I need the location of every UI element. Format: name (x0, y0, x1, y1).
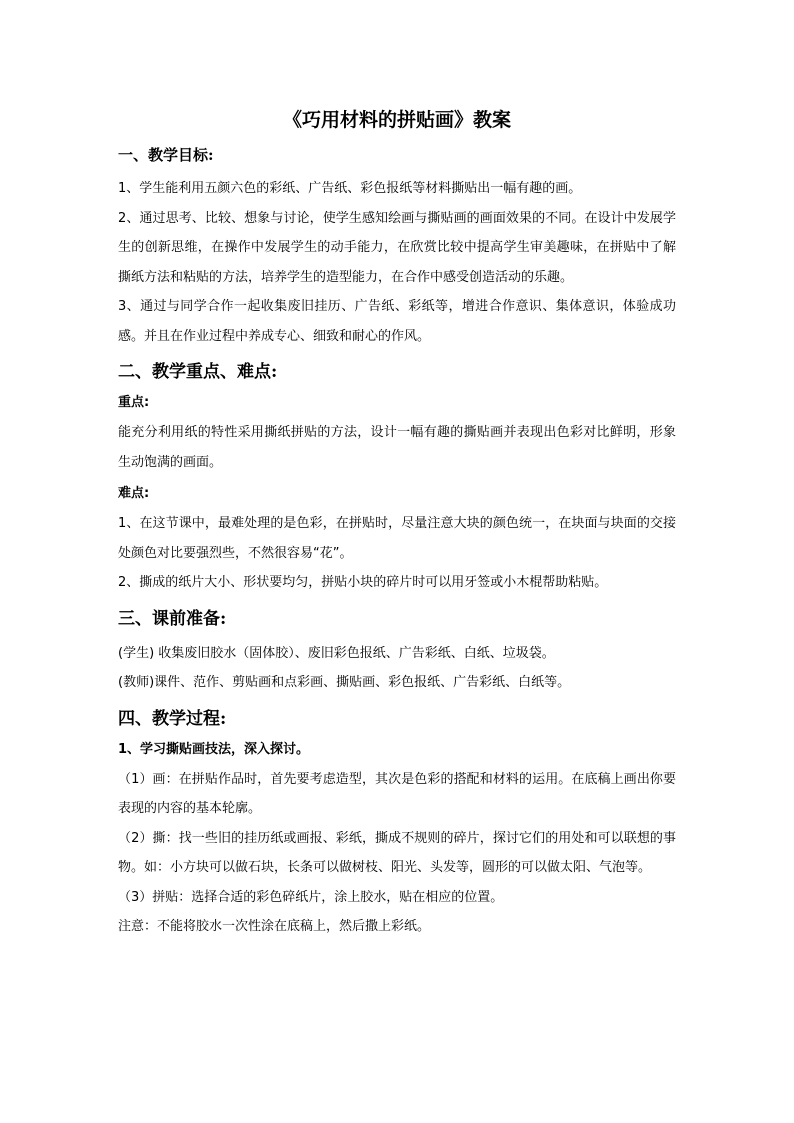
difficult-point-paragraph-2: 2、撕成的纸片大小、形状要均匀，拼贴小块的碎片时可以用牙签或小木棍帮助粘贴。 (118, 575, 608, 590)
difficult-point-paragraph-1: 1、在这节课中，最难处理的是色彩，在拼贴时，尽量注意大块的颜色统一，在块面与块面的交接处颜色对比要强烈些，不然很容易“花”。 (118, 516, 676, 561)
section-heading-preparation: 三、课前准备: (118, 608, 227, 629)
process-paragraph-draw: （1）画：在拼贴作品时，首先要考虑造型，其次是色彩的搭配和材料的运用。在底稿上画出你要表现的内容的基本轮廓。 (118, 771, 676, 816)
preparation-paragraph-student: (学生) 收集废旧胶水（固体胶）、废旧彩色报纸、广告彩纸、白纸、垃圾袋。 (118, 645, 555, 661)
process-subheading-1: 1、学习撕贴画技法，深入探讨。 (118, 741, 310, 757)
difficult-point-label: 难点: (118, 486, 150, 501)
section-heading-objectives: 一、教学目标: (118, 146, 214, 164)
process-paragraph-note: 注意：不能将胶水一次性涂在底稿上，然后撒上彩纸。 (118, 919, 431, 934)
section-heading-process: 四、教学过程: (118, 708, 227, 729)
objective-paragraph-1: 1、学生能利用五颜六色的彩纸、广告纸、彩色报纸等材料撕贴出一幅有趣的画。 (118, 181, 582, 196)
document-title: 《巧用材料的拼贴画》教案 (282, 109, 511, 131)
key-point-label: 重点: (118, 395, 150, 410)
objective-paragraph-3: 3、通过与同学合作一起收集废旧挂历、广告纸、彩纸等，增进合作意识、集体意识，体验成功感。并且在作业过程中养成专心、细致和耐心的作风。 (118, 299, 676, 344)
section-heading-key-points: 二、教学重点、难点: (118, 362, 278, 382)
process-paragraph-tear: （2）撕：找一些旧的挂历纸或画报、彩纸，撕成不规则的碎片，探讨它们的用处和可以联想的事物。如：小方块可以做石块，长条可以做树枝、阳光、头发等，圆形的可以做太阳、气泡等。 (118, 830, 676, 875)
process-paragraph-paste: （3）拼贴：选择合适的彩色碎纸片，涂上胶水，贴在相应的位置。 (118, 889, 504, 905)
objective-paragraph-2: 2、通过思考、比较、想象与讨论，使学生感知绘画与撕贴画的画面效果的不同。在设计中发展学生的创新思维，在操作中发展学生的动手能力，在欣赏比较中提高学生审美趣味，在拼贴中了解撕纸方法和粘贴的方法，培养学生的造型能力，在合作中感受创造活动的乐趣。 (118, 210, 676, 285)
preparation-paragraph-teacher: (教师)课件、范作、剪贴画和点彩画、撕贴画、彩色报纸、广告彩纸、白纸等。 (118, 675, 571, 690)
key-point-paragraph: 能充分利用纸的特性采用撕纸拼贴的方法，设计一幅有趣的撕贴画并表现出色彩对比鲜明，形象生动饱满的画面。 (118, 425, 676, 470)
